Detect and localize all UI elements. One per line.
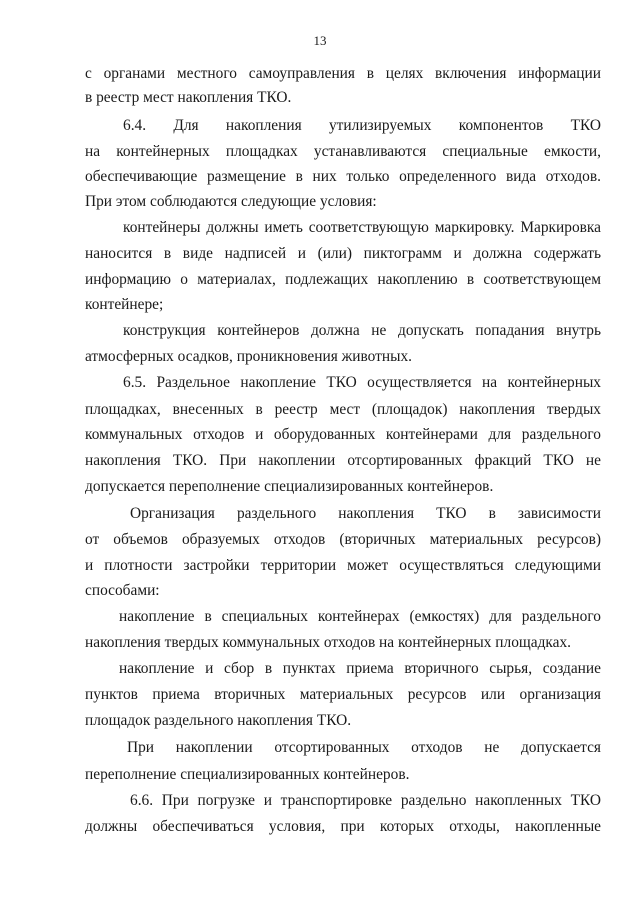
- text-line: от объемов образуемых отходов (вторичных материальных ресурсов): [85, 531, 601, 548]
- text-line: с органами местного самоуправления в целях включения информации: [85, 65, 601, 82]
- text-line: накопление в специальных контейнерах (емкостях) для раздельного: [119, 608, 601, 625]
- text-line: атмосферных осадков, проникновения животных.: [85, 348, 413, 365]
- text-line: При накоплении отсортированных отходов не допускается: [127, 739, 601, 756]
- page-number: 13: [313, 33, 327, 48]
- text-line: Организация раздельного накопления ТКО в зависимости: [130, 505, 601, 522]
- text-line: площадках, внесенных в реестр мест (площадок) накопления твердых: [85, 401, 601, 418]
- text-line: должны обеспечиваться условия, при которых отходы, накопленные: [85, 818, 601, 835]
- text-line: переполнение специализированных контейнеров.: [85, 766, 410, 783]
- text-line: обеспечивающие размещение в них только определенного вида отходов.: [85, 168, 601, 185]
- text-line: При этом соблюдаются следующие условия:: [85, 193, 377, 210]
- text-line: и плотности застройки территории может осуществляться следующими: [85, 557, 601, 574]
- text-line: контейнере;: [85, 296, 164, 313]
- text-line: накопления твердых коммунальных отходов на контейнерных площадках.: [85, 634, 572, 651]
- text-line: в реестр мест накопления ТКО.: [85, 89, 292, 106]
- text-line: наносится в виде надписей и (или) пиктограмм и должна содержать: [85, 245, 601, 262]
- text-line: способами:: [85, 582, 160, 599]
- text-line: коммунальных отходов и оборудованных контейнерами для раздельного: [85, 426, 601, 443]
- text-line: информацию о материалах, подлежащих накоплению в соответствующем: [85, 271, 601, 288]
- text-line: накопление и сбор в пунктах приема вторичного сырья, создание: [119, 660, 601, 677]
- text-line: конструкция контейнеров должна не допускать попадания внутрь: [123, 322, 601, 339]
- text-line: площадок раздельного накопления ТКО.: [85, 712, 352, 729]
- section-6-6-line: 6.6. При погрузке и транспортировке раздельно накопленных ТКО: [130, 792, 601, 809]
- text-line: на контейнерных площадках устанавливаются специальные емкости,: [85, 143, 601, 160]
- text-line: накопления ТКО. При накоплении отсортированных фракций ТКО не: [85, 452, 601, 469]
- text-line: допускается переполнение специализированных контейнеров.: [85, 478, 494, 495]
- section-6-5-line: 6.5. Раздельное накопление ТКО осуществляется на контейнерных: [123, 374, 601, 391]
- text-line: пунктов приема вторичных материальных ресурсов или организация: [85, 686, 601, 703]
- section-6-4-heading-line: 6.4. Для накопления утилизируемых компонентов ТКО: [123, 117, 601, 134]
- text-line: контейнеры должны иметь соответствующую маркировку. Маркировка: [123, 219, 601, 236]
